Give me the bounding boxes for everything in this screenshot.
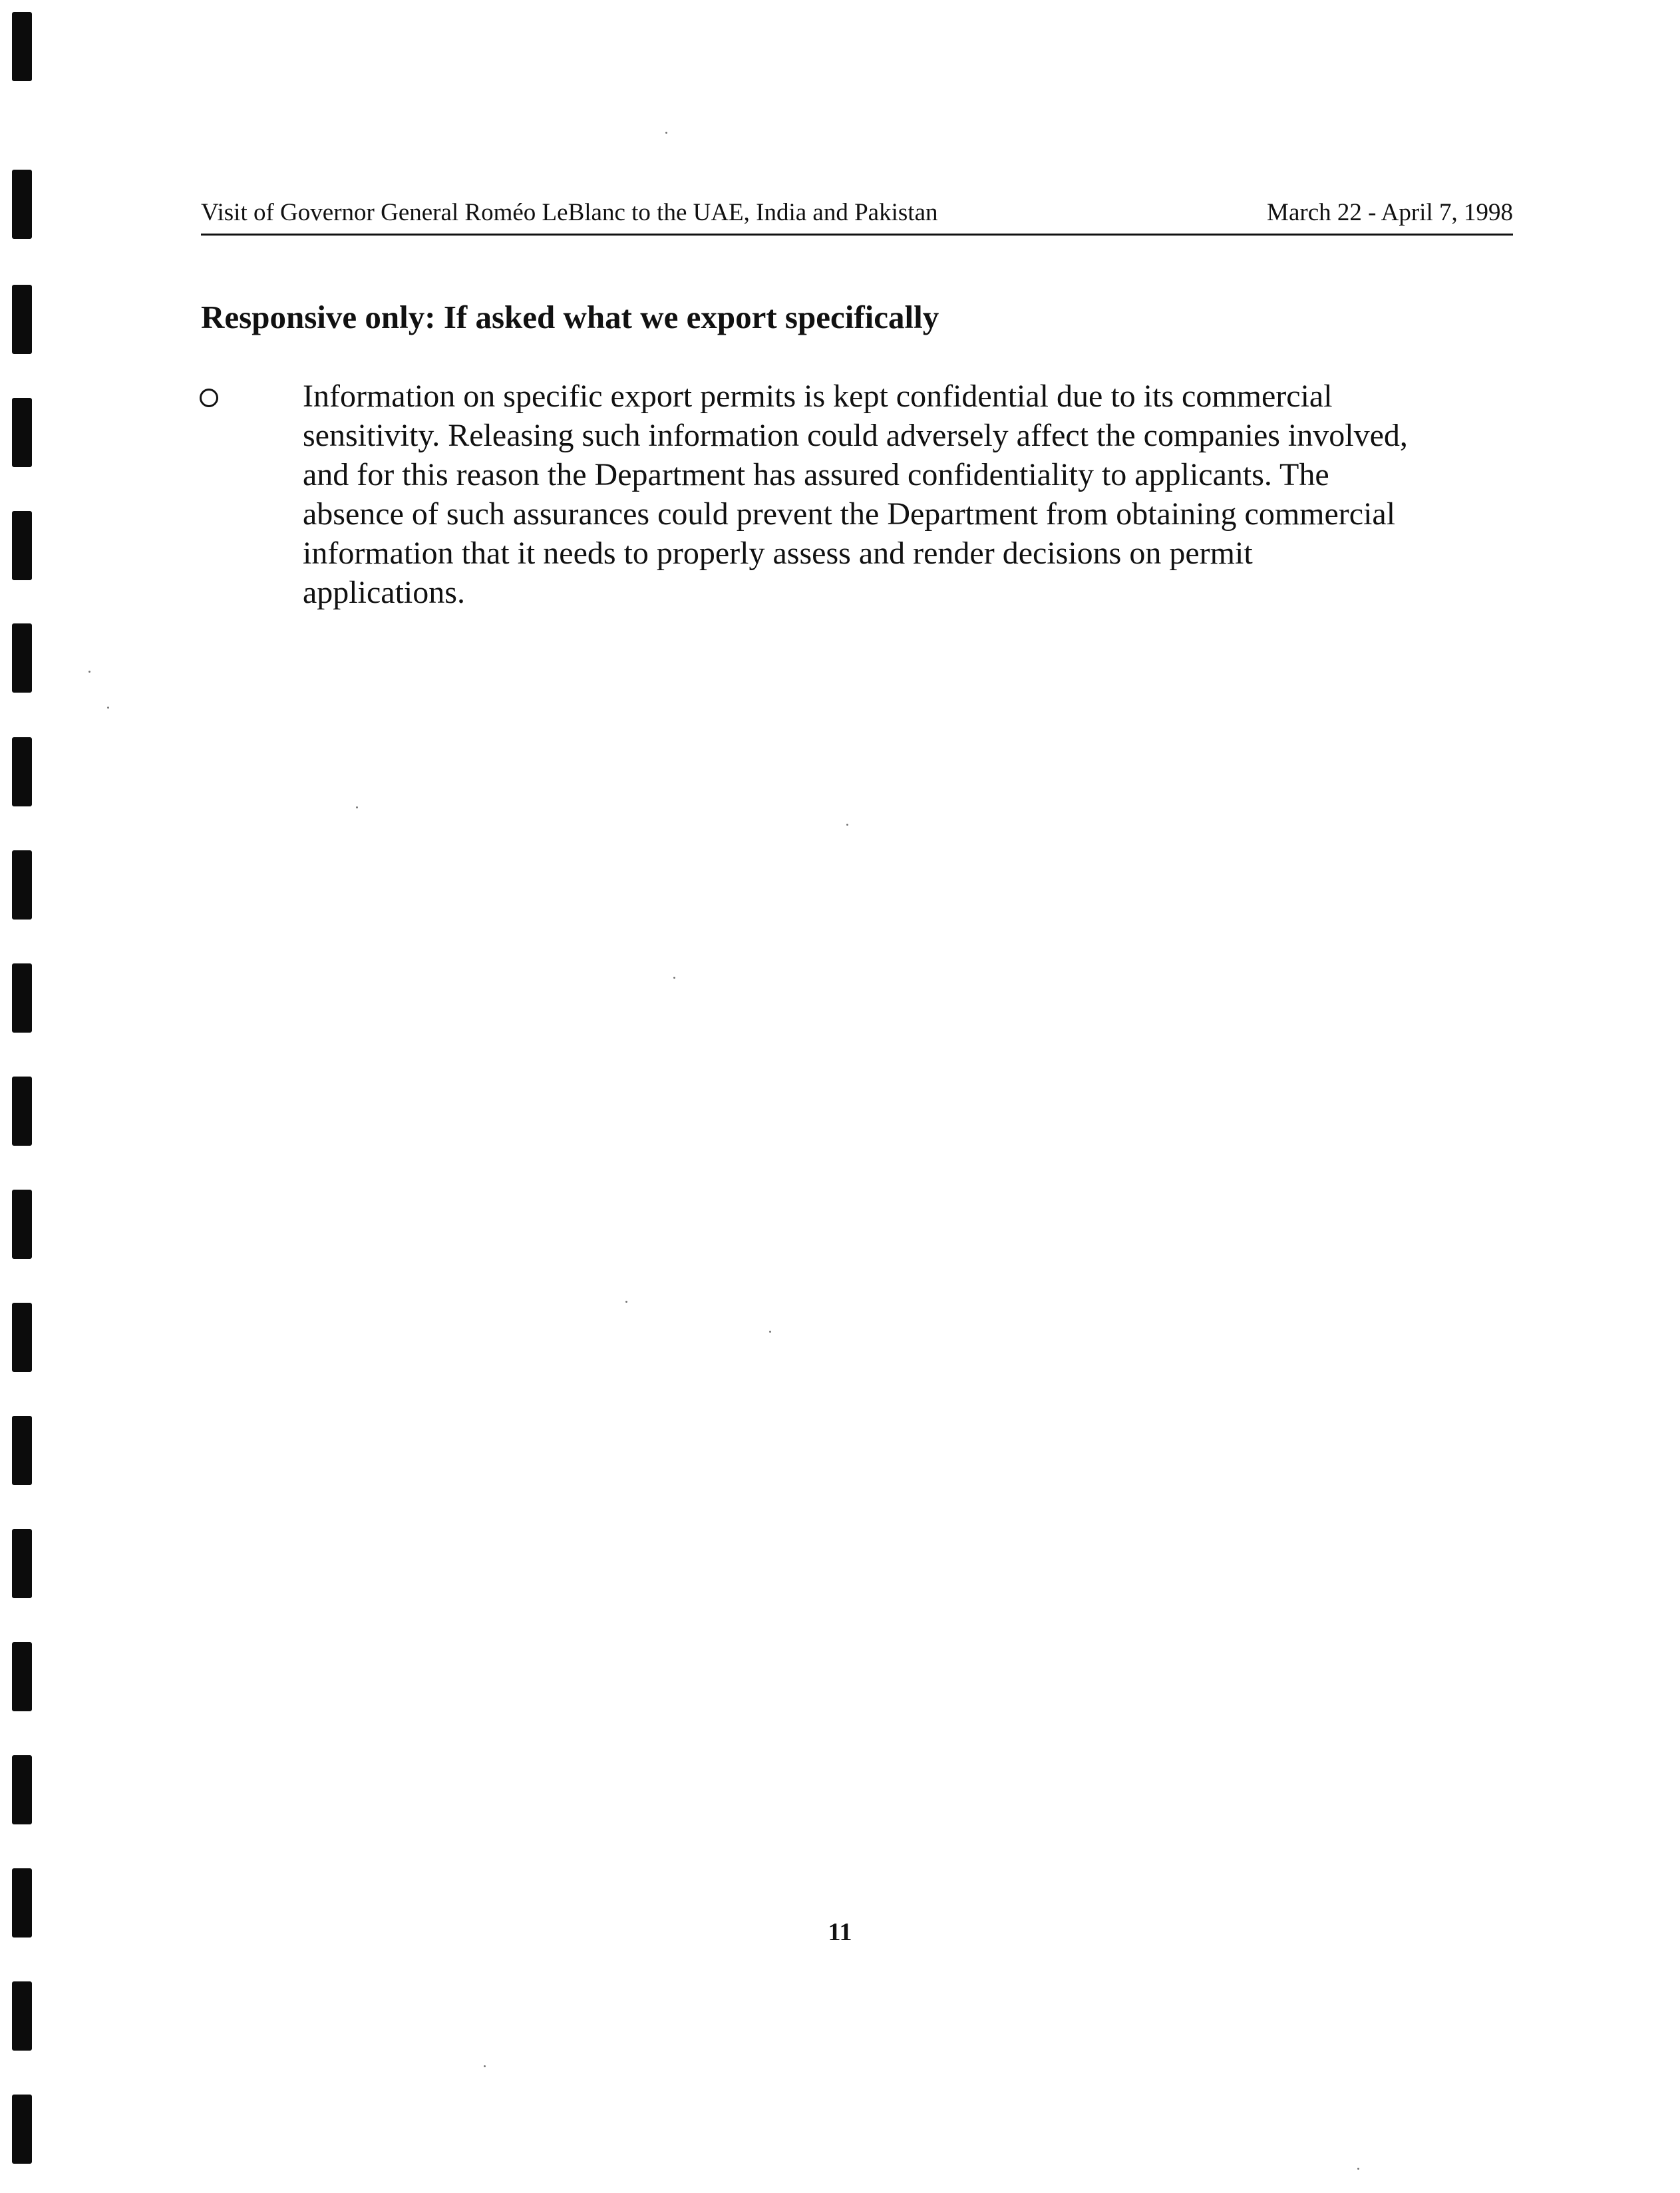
section-heading: Responsive only: If asked what we export specifically bbox=[201, 299, 939, 335]
punch-mark bbox=[12, 285, 32, 354]
scan-speck bbox=[1357, 2168, 1359, 2170]
scan-speck bbox=[484, 2065, 486, 2067]
paragraph-line: Information on specific export permits is kept confidential due to its commercial bbox=[303, 379, 1333, 414]
punch-mark bbox=[12, 1529, 32, 1598]
punch-mark bbox=[12, 1416, 32, 1485]
punch-mark bbox=[12, 1981, 32, 2051]
binding-punch-marks bbox=[12, 0, 39, 2193]
paragraph-line: applications. bbox=[303, 575, 465, 610]
header-title: Visit of Governor General Roméo LeBlanc to the UAE, India and Pakistan bbox=[201, 199, 938, 226]
page-number: 11 bbox=[828, 1918, 852, 1946]
scan-speck bbox=[107, 707, 109, 709]
punch-mark bbox=[12, 398, 32, 467]
hollow-circle-bullet-icon bbox=[200, 389, 218, 407]
paragraph-line: sensitivity. Releasing such information could adversely affect the companies involved, bbox=[303, 418, 1408, 453]
scan-speck bbox=[769, 1331, 771, 1333]
scan-speck bbox=[356, 806, 358, 808]
punch-mark bbox=[12, 12, 32, 81]
paragraph-line: absence of such assurances could prevent the Department from obtaining commercial bbox=[303, 496, 1396, 532]
punch-mark bbox=[12, 1755, 32, 1824]
punch-mark bbox=[12, 1642, 32, 1711]
punch-mark bbox=[12, 2095, 32, 2164]
scan-speck bbox=[673, 977, 675, 979]
running-header bbox=[201, 198, 1513, 236]
scan-speck bbox=[846, 824, 848, 826]
paragraph-line: and for this reason the Department has assured confidentiality to applicants. The bbox=[303, 457, 1329, 492]
scan-speck bbox=[665, 132, 667, 134]
bullet-paragraph bbox=[303, 377, 1520, 612]
header-rule bbox=[201, 234, 1513, 236]
punch-mark bbox=[12, 511, 32, 580]
punch-mark bbox=[12, 623, 32, 693]
scan-speck bbox=[625, 1301, 627, 1303]
punch-mark bbox=[12, 1303, 32, 1372]
punch-mark bbox=[12, 850, 32, 920]
punch-mark bbox=[12, 1077, 32, 1146]
punch-mark bbox=[12, 963, 32, 1033]
punch-mark bbox=[12, 737, 32, 806]
punch-mark bbox=[12, 170, 32, 239]
scan-speck bbox=[88, 671, 90, 673]
header-date-range: March 22 - April 7, 1998 bbox=[1267, 199, 1513, 226]
paragraph-line: information that it needs to properly assess and render decisions on permit bbox=[303, 536, 1253, 571]
punch-mark bbox=[12, 1190, 32, 1259]
